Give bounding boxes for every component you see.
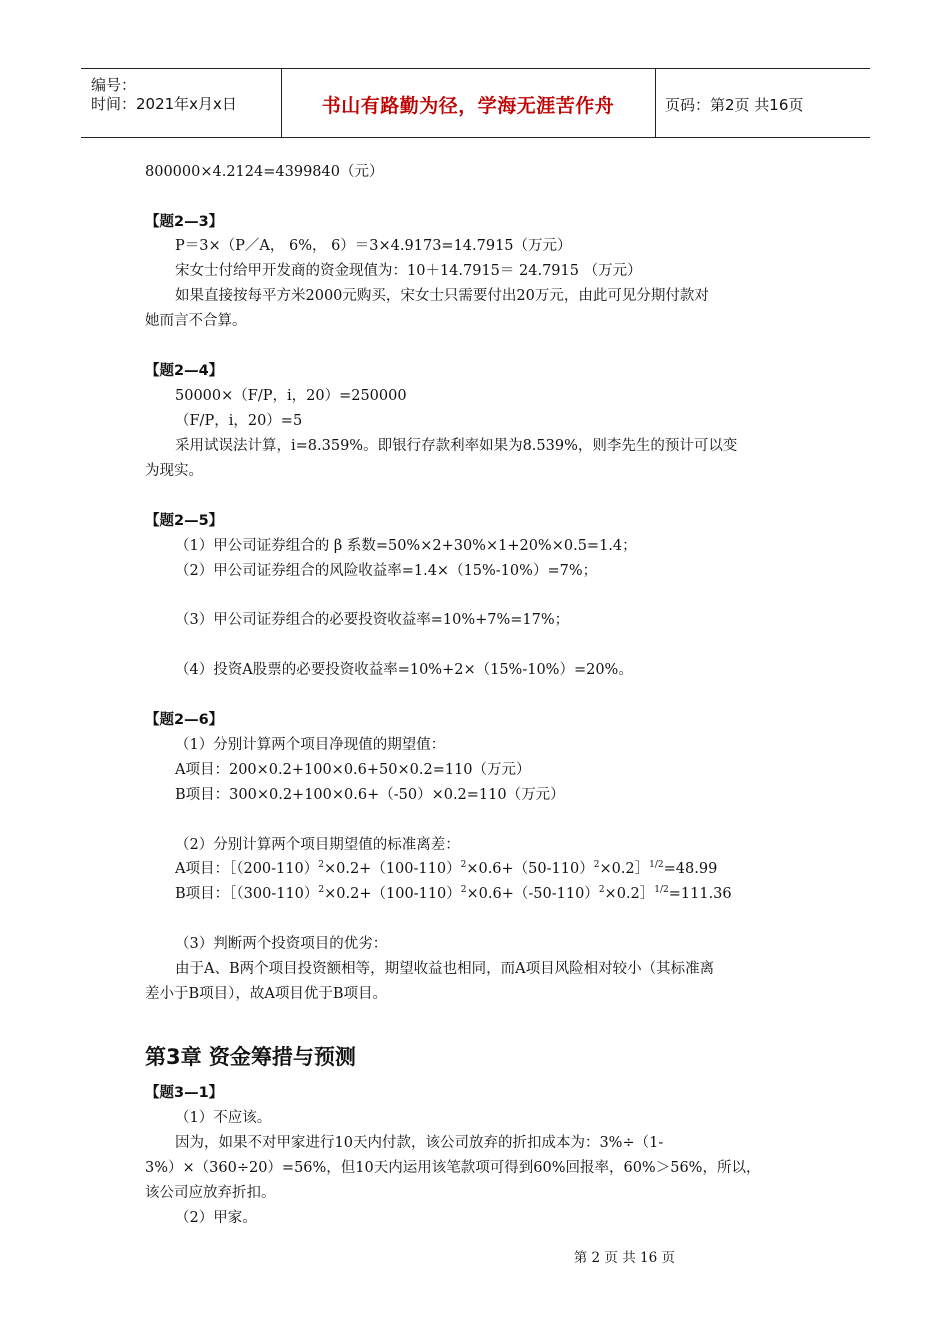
formula-exponent: 2 (593, 860, 600, 870)
time-label: 时间：2021年x月x日 (91, 95, 237, 113)
formula-exponent: 1/2 (649, 860, 664, 870)
header-motto-cell (281, 69, 656, 137)
text-line: A项目：200×0.2+100×0.6+50×0.2=110（万元） (175, 762, 531, 778)
formula-part: ×0.2］ (604, 886, 655, 902)
text-line: 她而言不合算。 (145, 313, 247, 329)
header-page-label: 页码：第2页 共16页 (665, 96, 804, 114)
formula-part: =48.99 (663, 861, 718, 877)
problem-title-2-6: 【题2—6】 (145, 712, 224, 728)
text-line: （F/P，i，20）=5 (175, 413, 303, 429)
formula-part: ×0.6+（-50-110） (466, 886, 599, 902)
formula-part: =111.36 (668, 886, 732, 902)
text-line: 采用试误法计算，i=8.359%。即银行存款利率如果为8.539%，则李先生的预计可以变 (175, 438, 738, 454)
text-line: 为现实。 (145, 463, 203, 479)
header-page-cell (655, 69, 870, 137)
text-line: 800000×4.2124=4399840（元） (145, 164, 384, 180)
formula-part: ×0.2］ (599, 861, 650, 877)
problem-title-3-1: 【题3—1】 (145, 1085, 224, 1101)
text-line: 因为，如果不对甲家进行10天内付款，该公司放弃的折扣成本为：3%÷（1- (175, 1135, 664, 1151)
text-line: 由于A、B两个项目投资额相等，期望收益也相同，而A项目风险相对较小（其标准离 (175, 961, 715, 977)
text-line: 如果直接按每平方米2000元购买，宋女士只需要付出20万元，由此可见分期付款对 (175, 288, 709, 304)
text-line: 50000×（F/P，i，20）=250000 (175, 388, 407, 404)
problem-title-2-3: 【题2—3】 (145, 214, 224, 230)
text-line: （1）甲公司证券组合的 β 系数=50%×2+30%×1+20%×0.5=1.4； (175, 538, 637, 554)
problem-title-2-5: 【题2—5】 (145, 513, 224, 529)
text-line: （1）分别计算两个项目净现值的期望值： (175, 737, 446, 753)
text-line: （2）甲公司证券组合的风险收益率=1.4×（15%-10%）=7%； (175, 563, 598, 579)
text-line: （1）不应该。 (175, 1110, 272, 1126)
page-header (81, 68, 870, 138)
text-line: 该公司应放弃折扣。 (145, 1185, 276, 1201)
formula-line-a (175, 859, 717, 879)
formula-exponent: 1/2 (654, 885, 669, 895)
formula-part: ×0.2+（100-110） (324, 886, 461, 902)
text-line: （3）判断两个投资项目的优劣： (175, 936, 388, 952)
formula-part: ×0.6+（50-110） (466, 861, 594, 877)
formula-part: B项目：［（300-110） (175, 886, 319, 902)
formula-line-b (175, 884, 732, 904)
formula-part: ×0.2+（100-110） (323, 861, 461, 877)
text-line: 差小于B项目），故A项目优于B项目。 (145, 986, 388, 1002)
page-footer: 第 2 页 共 16 页 (573, 1250, 675, 1266)
serial-label: 编号： (91, 76, 137, 94)
text-line: 3%）×（360÷20）=56%，但10天内运用该笔款项可得到60%回报率，60%＞56%，所以， (145, 1160, 761, 1176)
header-motto: 书山有路勤为径，学海无涯苦作舟 (321, 95, 615, 117)
formula-exponent: 2 (318, 885, 325, 895)
formula-exponent: 2 (460, 885, 467, 895)
chapter-heading: 第3章 资金筹措与预测 (145, 1045, 356, 1069)
formula-part: A项目：［（200-110） (175, 861, 319, 877)
text-line: （2）甲家。 (175, 1210, 257, 1226)
formula-exponent: 2 (460, 860, 467, 870)
text-line: （2）分别计算两个项目期望值的标准离差： (175, 837, 460, 853)
header-meta-cell (81, 69, 282, 137)
text-line: 宋女士付给甲开发商的资金现值为：10＋14.7915＝ 24.7915 （万元） (175, 263, 642, 279)
formula-exponent: 2 (598, 885, 605, 895)
formula-exponent: 2 (318, 860, 324, 870)
text-line: P＝3×（P／A， 6%， 6）＝3×4.9173=14.7915（万元） (175, 238, 572, 254)
text-line: （4）投资A股票的必要投资收益率=10%+2×（15%-10%）=20%。 (175, 662, 633, 678)
text-line: （3）甲公司证券组合的必要投资收益率=10%+7%=17%； (175, 612, 570, 628)
text-line: B项目：300×0.2+100×0.6+（-50）×0.2=110（万元） (175, 787, 565, 803)
problem-title-2-4: 【题2—4】 (145, 363, 224, 379)
